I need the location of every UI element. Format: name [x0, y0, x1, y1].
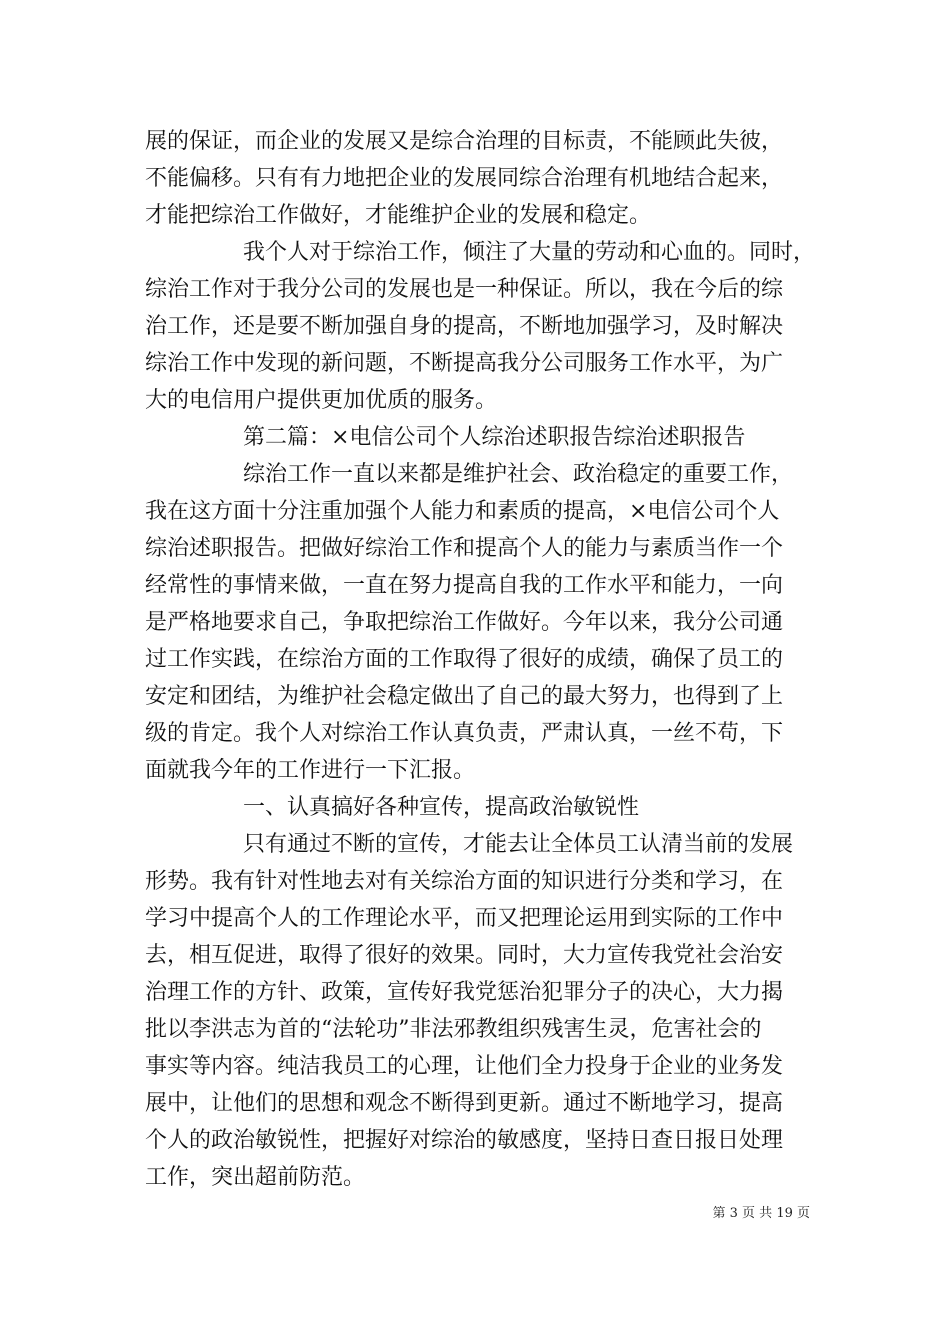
text-line: 学习中提高个人的工作理论水平，而又把理论运用到实际的工作中	[145, 906, 784, 931]
text-line: 个人的政治敏锐性，把握好对综治的敏感度，坚持日查日报日处理	[145, 1128, 784, 1153]
paragraph-start-line: 综治工作一直以来都是维护社会、政治稳定的重要工作，	[243, 462, 794, 487]
page-number-footer: 第 3 页 共 19 页	[712, 1206, 810, 1221]
text-line: 过工作实践，在综治方面的工作取得了很好的成绩，确保了员工的	[145, 647, 784, 672]
text-line: 去，相互促进，取得了很好的效果。同时，大力宣传我党社会治安	[145, 943, 784, 968]
text-line: 治工作，还是要不断加强自身的提高，不断地加强学习，及时解决	[145, 314, 784, 339]
text-line: 展中，让他们的思想和观念不断得到更新。通过不断地学习，提高	[145, 1091, 784, 1116]
text-line: 综治工作中发现的新问题，不断提高我分公司服务工作水平，为广	[145, 351, 784, 376]
section-heading: 一、认真搞好各种宣传，提高政治敏锐性	[243, 795, 640, 820]
text-line: 才能把综治工作做好，才能维护企业的发展和稳定。	[145, 203, 652, 228]
text-line: 经常性的事情来做，一直在努力提高自我的工作水平和能力，一向	[145, 573, 784, 598]
text-line: 面就我今年的工作进行一下汇报。	[145, 758, 476, 783]
text-line: 批以李洪志为首的“法轮功”非法邪教组织残害生灵，危害社会的	[145, 1017, 762, 1042]
text-line: 不能偏移。只有有力地把企业的发展同综合治理有机地结合起来，	[145, 166, 784, 191]
paragraph-start-line: 我个人对于综治工作，倾注了大量的劳动和心血的。同时，	[243, 240, 815, 265]
text-line: 综治述职报告。把做好综治工作和提高个人的能力与素质当作一个	[145, 536, 784, 561]
paragraph-start-line: 只有通过不断的宣传，才能去让全体员工认清当前的发展	[243, 832, 794, 857]
text-line: 我在这方面十分注重加强个人能力和素质的提高，×电信公司个人	[145, 499, 780, 524]
text-line: 级的肯定。我个人对综治工作认真负责，严肃认真，一丝不苟，下	[145, 721, 784, 746]
text-line: 大的电信用户提供更加优质的服务。	[145, 388, 498, 413]
text-line: 形势。我有针对性地去对有关综治方面的知识进行分类和学习，在	[145, 869, 784, 894]
text-line: 治理工作的方针、政策，宣传好我党惩治犯罪分子的决心，大力揭	[145, 980, 784, 1005]
text-line: 事实等内容。纯洁我员工的心理，让他们全力投身于企业的业务发	[145, 1054, 784, 1079]
text-line: 安定和团结，为维护社会稳定做出了自己的最大努力，也得到了上	[145, 684, 784, 709]
text-line: 展的保证，而企业的发展又是综合治理的目标责，不能顾此失彼，	[145, 129, 784, 154]
text-line: 是严格地要求自己，争取把综治工作做好。今年以来，我分公司通	[145, 610, 784, 635]
text-line: 综治工作对于我分公司的发展也是一种保证。所以，我在今后的综	[145, 277, 784, 302]
text-line: 工作，突出超前防范。	[145, 1165, 366, 1190]
section-title: 第二篇：×电信公司个人综治述职报告综治述职报告	[243, 425, 746, 450]
